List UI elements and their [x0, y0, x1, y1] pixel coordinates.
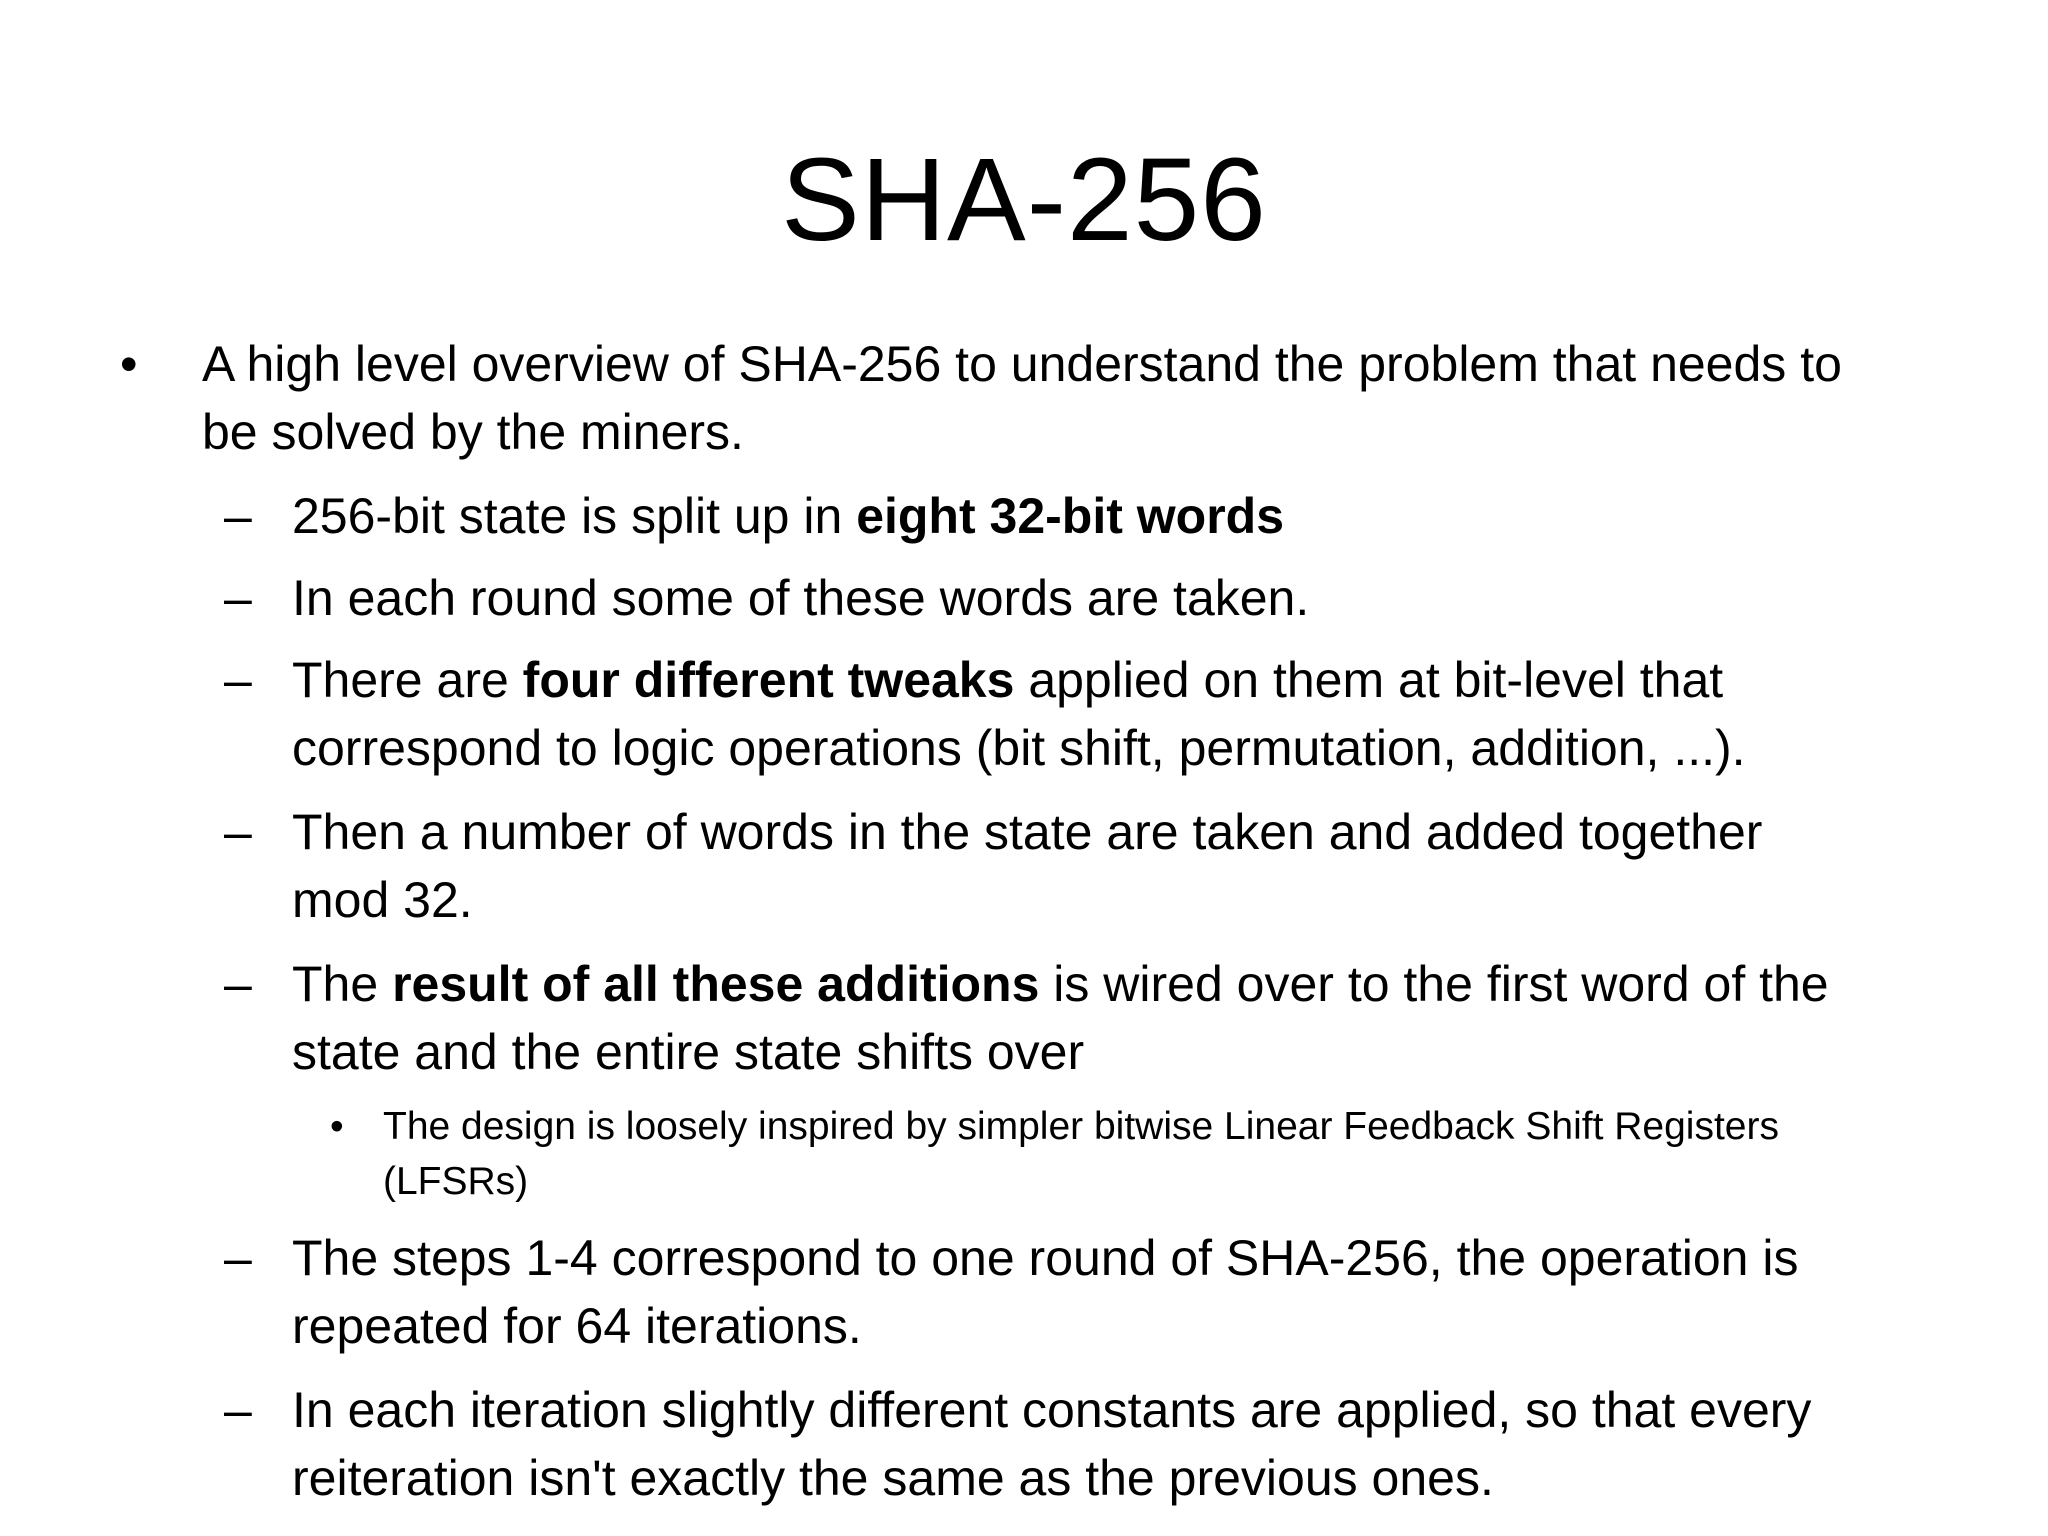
dash-marker: –: [224, 570, 252, 626]
subitem-text: The result of all these additions is wired over to the first word of the: [292, 956, 1829, 1012]
subitem-text: 256-bit state is split up in eight 32-bit words: [292, 488, 1284, 544]
slide-title: SHA-256: [781, 134, 1267, 266]
dash-marker: –: [224, 652, 252, 708]
subitem-text-line: state and the entire state shifts over: [292, 1024, 1085, 1080]
dash-marker: –: [224, 804, 252, 860]
subitem-text: In each round some of these words are taken.: [292, 570, 1310, 626]
subitem-text-line: correspond to logic operations (bit shift, permutation, addition, ...).: [292, 720, 1746, 776]
bullet-text-line: A high level overview of SHA-256 to understand the problem that needs to: [202, 336, 1842, 392]
subitem-text-line: The steps 1-4 correspond to one round of SHA-256, the operation is: [292, 1230, 1799, 1286]
emphasis: four different tweaks: [522, 652, 1015, 708]
dash-marker: –: [224, 956, 252, 1012]
subitem-text-line: repeated for 64 iterations.: [292, 1298, 862, 1354]
dash-marker: –: [224, 1230, 252, 1286]
subsub-text-line: (LFSRs): [383, 1160, 529, 1203]
emphasis: eight 32-bit words: [856, 488, 1284, 544]
subsub-text-line: The design is loosely inspired by simpler bitwise Linear Feedback Shift Registers: [383, 1105, 1779, 1148]
dash-marker: –: [224, 488, 252, 544]
subitem-text-line: Then a number of words in the state are taken and added together: [292, 804, 1763, 860]
subitem-text-line: mod 32.: [292, 872, 473, 928]
subitem-text-line: In each iteration slightly different constants are applied, so that every: [292, 1382, 1812, 1438]
dash-marker: –: [224, 1382, 252, 1438]
bullet-text-line: be solved by the miners.: [202, 404, 744, 460]
subitem-text-line: reiteration isn't exactly the same as the previous ones.: [292, 1450, 1494, 1506]
bullet-marker: •: [330, 1105, 344, 1148]
emphasis: result of all these additions: [392, 956, 1040, 1012]
bullet-marker: •: [120, 336, 138, 392]
subitem-text: There are four different tweaks applied on them at bit-level that: [292, 652, 1724, 708]
